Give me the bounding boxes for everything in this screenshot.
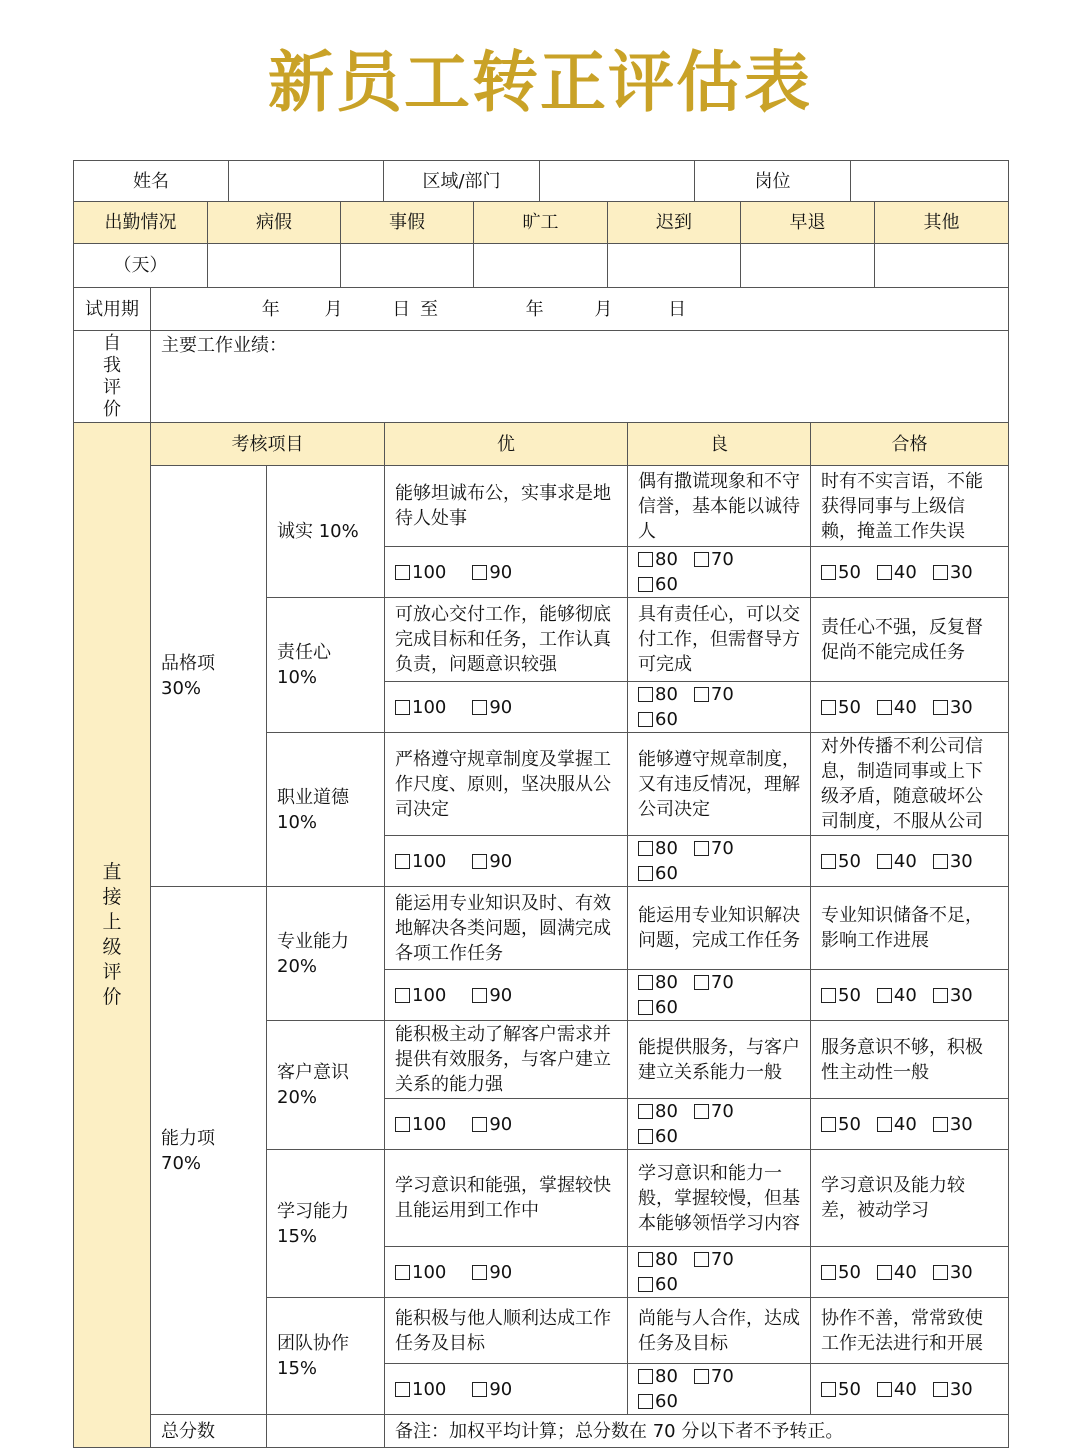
score-excellent (385, 1247, 628, 1298)
checkbox-80[interactable]: 80 (638, 1247, 678, 1272)
probation-label: 试用期 (74, 288, 151, 331)
desc-excellent: 能积极与他人顺利达成工作任务及目标 (385, 1298, 628, 1364)
desc-excellent: 学习意识和能强，掌握较快且能运用到工作中 (385, 1150, 628, 1247)
group-ability: 能力项 70% (151, 887, 267, 1415)
probation-table (73, 287, 1009, 423)
self-eval-content-label: 主要工作业绩： (161, 335, 287, 356)
checkbox-100[interactable]: 100 (395, 560, 446, 585)
score-excellent (385, 1099, 628, 1150)
desc-pass: 协作不善，常常致使工作无法进行和开展 (811, 1298, 1009, 1364)
name-label: 姓名 (74, 161, 229, 202)
attendance-field[interactable] (608, 244, 741, 288)
probation-month-2: 月 (594, 298, 613, 320)
checkbox-40[interactable]: 40 (877, 849, 917, 874)
item-professional: 专业能力 20% (267, 887, 385, 1021)
page-title: 新员工转正评估表 (268, 44, 812, 121)
checkbox-100[interactable]: 100 (395, 1260, 446, 1285)
checkbox-40[interactable]: 40 (877, 1377, 917, 1402)
desc-good: 偶有撒谎现象和不守信誉，基本能以诚待人 (628, 466, 811, 547)
checkbox-40[interactable]: 40 (877, 983, 917, 1008)
header-item: 考核项目 (151, 423, 385, 466)
desc-excellent: 严格遵守规章制度及掌握工作尺度、原则，坚决服从公司决定 (385, 733, 628, 836)
attendance-table (73, 201, 1009, 288)
score-pass (811, 547, 1009, 598)
probation-day-1: 日 (392, 298, 411, 320)
checkbox-50[interactable]: 50 (821, 983, 861, 1008)
probation-month-1: 月 (324, 298, 343, 320)
checkbox-60[interactable]: 60 (638, 1124, 678, 1149)
checkbox-90[interactable]: 90 (472, 1112, 512, 1137)
desc-good: 能运用专业知识解决问题，完成工作任务 (628, 887, 811, 970)
attendance-field[interactable] (474, 244, 608, 288)
item-teamwork: 团队协作 15% (267, 1298, 385, 1415)
checkbox-60[interactable]: 60 (638, 861, 678, 886)
evaluation-table (73, 422, 1009, 1448)
checkbox-30[interactable]: 30 (933, 1260, 973, 1285)
attendance-col-early: 早退 (741, 202, 875, 244)
attendance-col-sick: 病假 (208, 202, 341, 244)
checkbox-90[interactable]: 90 (472, 983, 512, 1008)
checkbox-30[interactable]: 30 (933, 1377, 973, 1402)
item-honesty: 诚实 10% (267, 466, 385, 598)
probation-year-2: 年 (525, 298, 544, 320)
checkbox-60[interactable]: 60 (638, 707, 678, 732)
self-eval-label: 自 我 评 价 (74, 331, 151, 423)
header-good: 良 (628, 423, 811, 466)
self-eval-content[interactable] (151, 331, 1009, 423)
probation-dates[interactable] (151, 288, 1009, 331)
score-good (628, 970, 811, 1021)
score-excellent (385, 970, 628, 1021)
score-pass (811, 1099, 1009, 1150)
checkbox-60[interactable]: 60 (638, 995, 678, 1020)
item-learning: 学习能力 15% (267, 1150, 385, 1298)
checkbox-100[interactable]: 100 (395, 849, 446, 874)
attendance-field[interactable] (341, 244, 474, 288)
score-good (628, 836, 811, 887)
attendance-unit: （天） (74, 244, 208, 288)
checkbox-80[interactable]: 80 (638, 970, 678, 995)
desc-excellent: 能积极主动了解客户需求并提供有效服务，与客户建立关系的能力强 (385, 1021, 628, 1099)
post-field[interactable] (851, 161, 1009, 202)
post-label: 岗位 (695, 161, 851, 202)
group-character: 品格项 30% (151, 466, 267, 887)
desc-excellent: 能够坦诚布公，实事求是地待人处事 (385, 466, 628, 547)
score-excellent (385, 682, 628, 733)
checkbox-90[interactable]: 90 (472, 1377, 512, 1402)
checkbox-80[interactable]: 80 (638, 1364, 678, 1389)
checkbox-40[interactable]: 40 (877, 560, 917, 585)
attendance-col-other: 其他 (875, 202, 1009, 244)
header-excellent: 优 (385, 423, 628, 466)
score-pass (811, 970, 1009, 1021)
checkbox-50[interactable]: 50 (821, 849, 861, 874)
desc-pass: 服务意识不够，积极性主动性一般 (811, 1021, 1009, 1099)
info-table (73, 160, 1009, 202)
checkbox-50[interactable]: 50 (821, 560, 861, 585)
score-pass (811, 1364, 1009, 1415)
score-excellent (385, 547, 628, 598)
checkbox-30[interactable]: 30 (933, 849, 973, 874)
checkbox-50[interactable]: 50 (821, 695, 861, 720)
checkbox-90[interactable]: 90 (472, 695, 512, 720)
checkbox-40[interactable]: 40 (877, 695, 917, 720)
checkbox-30[interactable]: 30 (933, 1112, 973, 1137)
desc-pass: 学习意识及能力较差，被动学习 (811, 1150, 1009, 1247)
checkbox-70[interactable]: 70 (694, 1364, 734, 1389)
score-good (628, 547, 811, 598)
desc-good: 尚能与人合作，达成任务及目标 (628, 1298, 811, 1364)
attendance-field[interactable] (208, 244, 341, 288)
attendance-field[interactable] (875, 244, 1009, 288)
desc-pass: 时有不实言语，不能获得同事与上级信赖，掩盖工作失误 (811, 466, 1009, 547)
checkbox-30[interactable]: 30 (933, 695, 973, 720)
score-pass (811, 682, 1009, 733)
supervisor-label: 直 接 上 级 评 价 (74, 423, 151, 1448)
checkbox-60[interactable]: 60 (638, 1389, 678, 1414)
attendance-col-personal: 事假 (341, 202, 474, 244)
checkbox-70[interactable]: 70 (694, 1099, 734, 1124)
score-good (628, 682, 811, 733)
checkbox-100[interactable]: 100 (395, 983, 446, 1008)
score-excellent (385, 1364, 628, 1415)
checkbox-70[interactable]: 70 (694, 547, 734, 572)
desc-good: 能够遵守规章制度，又有违反情况，理解公司决定 (628, 733, 811, 836)
checkbox-80[interactable]: 80 (638, 547, 678, 572)
desc-good: 具有责任心，可以交付工作，但需督导方可完成 (628, 598, 811, 682)
probation-to: 至 (419, 298, 438, 320)
checkbox-60[interactable]: 60 (638, 1272, 678, 1297)
checkbox-80[interactable]: 80 (638, 1099, 678, 1124)
checkbox-40[interactable]: 40 (877, 1260, 917, 1285)
note: 备注：加权平均计算；总分数在 70 分以下者不予转正。 (385, 1415, 1009, 1448)
dept-field[interactable] (540, 161, 695, 202)
checkbox-100[interactable]: 100 (395, 1377, 446, 1402)
total-label: 总分数 (151, 1415, 267, 1448)
item-responsibility: 责任心 10% (267, 598, 385, 733)
probation-day-2: 日 (668, 298, 687, 320)
score-good (628, 1364, 811, 1415)
desc-pass: 专业知识储备不足，影响工作进展 (811, 887, 1009, 970)
attendance-label: 出勤情况 (74, 202, 208, 244)
checkbox-30[interactable]: 30 (933, 560, 973, 585)
total-field[interactable] (267, 1415, 385, 1448)
score-good (628, 1099, 811, 1150)
checkbox-90[interactable]: 90 (472, 849, 512, 874)
checkbox-40[interactable]: 40 (877, 1112, 917, 1137)
checkbox-60[interactable]: 60 (638, 572, 678, 597)
desc-pass: 责任心不强，反复督促尚不能完成任务 (811, 598, 1009, 682)
checkbox-80[interactable]: 80 (638, 682, 678, 707)
checkbox-50[interactable]: 50 (821, 1260, 861, 1285)
checkbox-70[interactable]: 70 (694, 836, 734, 861)
desc-good: 能提供服务，与客户建立关系能力一般 (628, 1021, 811, 1099)
item-customer: 客户意识 20% (267, 1021, 385, 1150)
attendance-col-late: 迟到 (608, 202, 741, 244)
checkbox-100[interactable]: 100 (395, 695, 446, 720)
score-pass (811, 1247, 1009, 1298)
checkbox-50[interactable]: 50 (821, 1377, 861, 1402)
item-ethics: 职业道德 10% (267, 733, 385, 887)
checkbox-50[interactable]: 50 (821, 1112, 861, 1137)
desc-pass: 对外传播不利公司信息，制造同事或上下级矛盾，随意破坏公司制度，不服从公司 (811, 733, 1009, 836)
checkbox-70[interactable]: 70 (694, 1247, 734, 1272)
checkbox-100[interactable]: 100 (395, 1112, 446, 1137)
checkbox-70[interactable]: 70 (694, 970, 734, 995)
checkbox-30[interactable]: 30 (933, 983, 973, 1008)
desc-good: 学习意识和能力一般，掌握较慢，但基本能够领悟学习内容 (628, 1150, 811, 1247)
checkbox-90[interactable]: 90 (472, 1260, 512, 1285)
desc-excellent: 可放心交付工作，能够彻底完成目标和任务，工作认真负责，问题意识较强 (385, 598, 628, 682)
dept-label: 区域/部门 (384, 161, 540, 202)
score-excellent (385, 836, 628, 887)
checkbox-90[interactable]: 90 (472, 560, 512, 585)
header-pass: 合格 (811, 423, 1009, 466)
probation-year-1: 年 (261, 298, 280, 320)
attendance-col-absent: 旷工 (474, 202, 608, 244)
attendance-field[interactable] (741, 244, 875, 288)
score-pass (811, 836, 1009, 887)
score-good (628, 1247, 811, 1298)
name-field[interactable] (229, 161, 384, 202)
desc-excellent: 能运用专业知识及时、有效地解决各类问题，圆满完成各项工作任务 (385, 887, 628, 970)
checkbox-70[interactable]: 70 (694, 682, 734, 707)
checkbox-80[interactable]: 80 (638, 836, 678, 861)
